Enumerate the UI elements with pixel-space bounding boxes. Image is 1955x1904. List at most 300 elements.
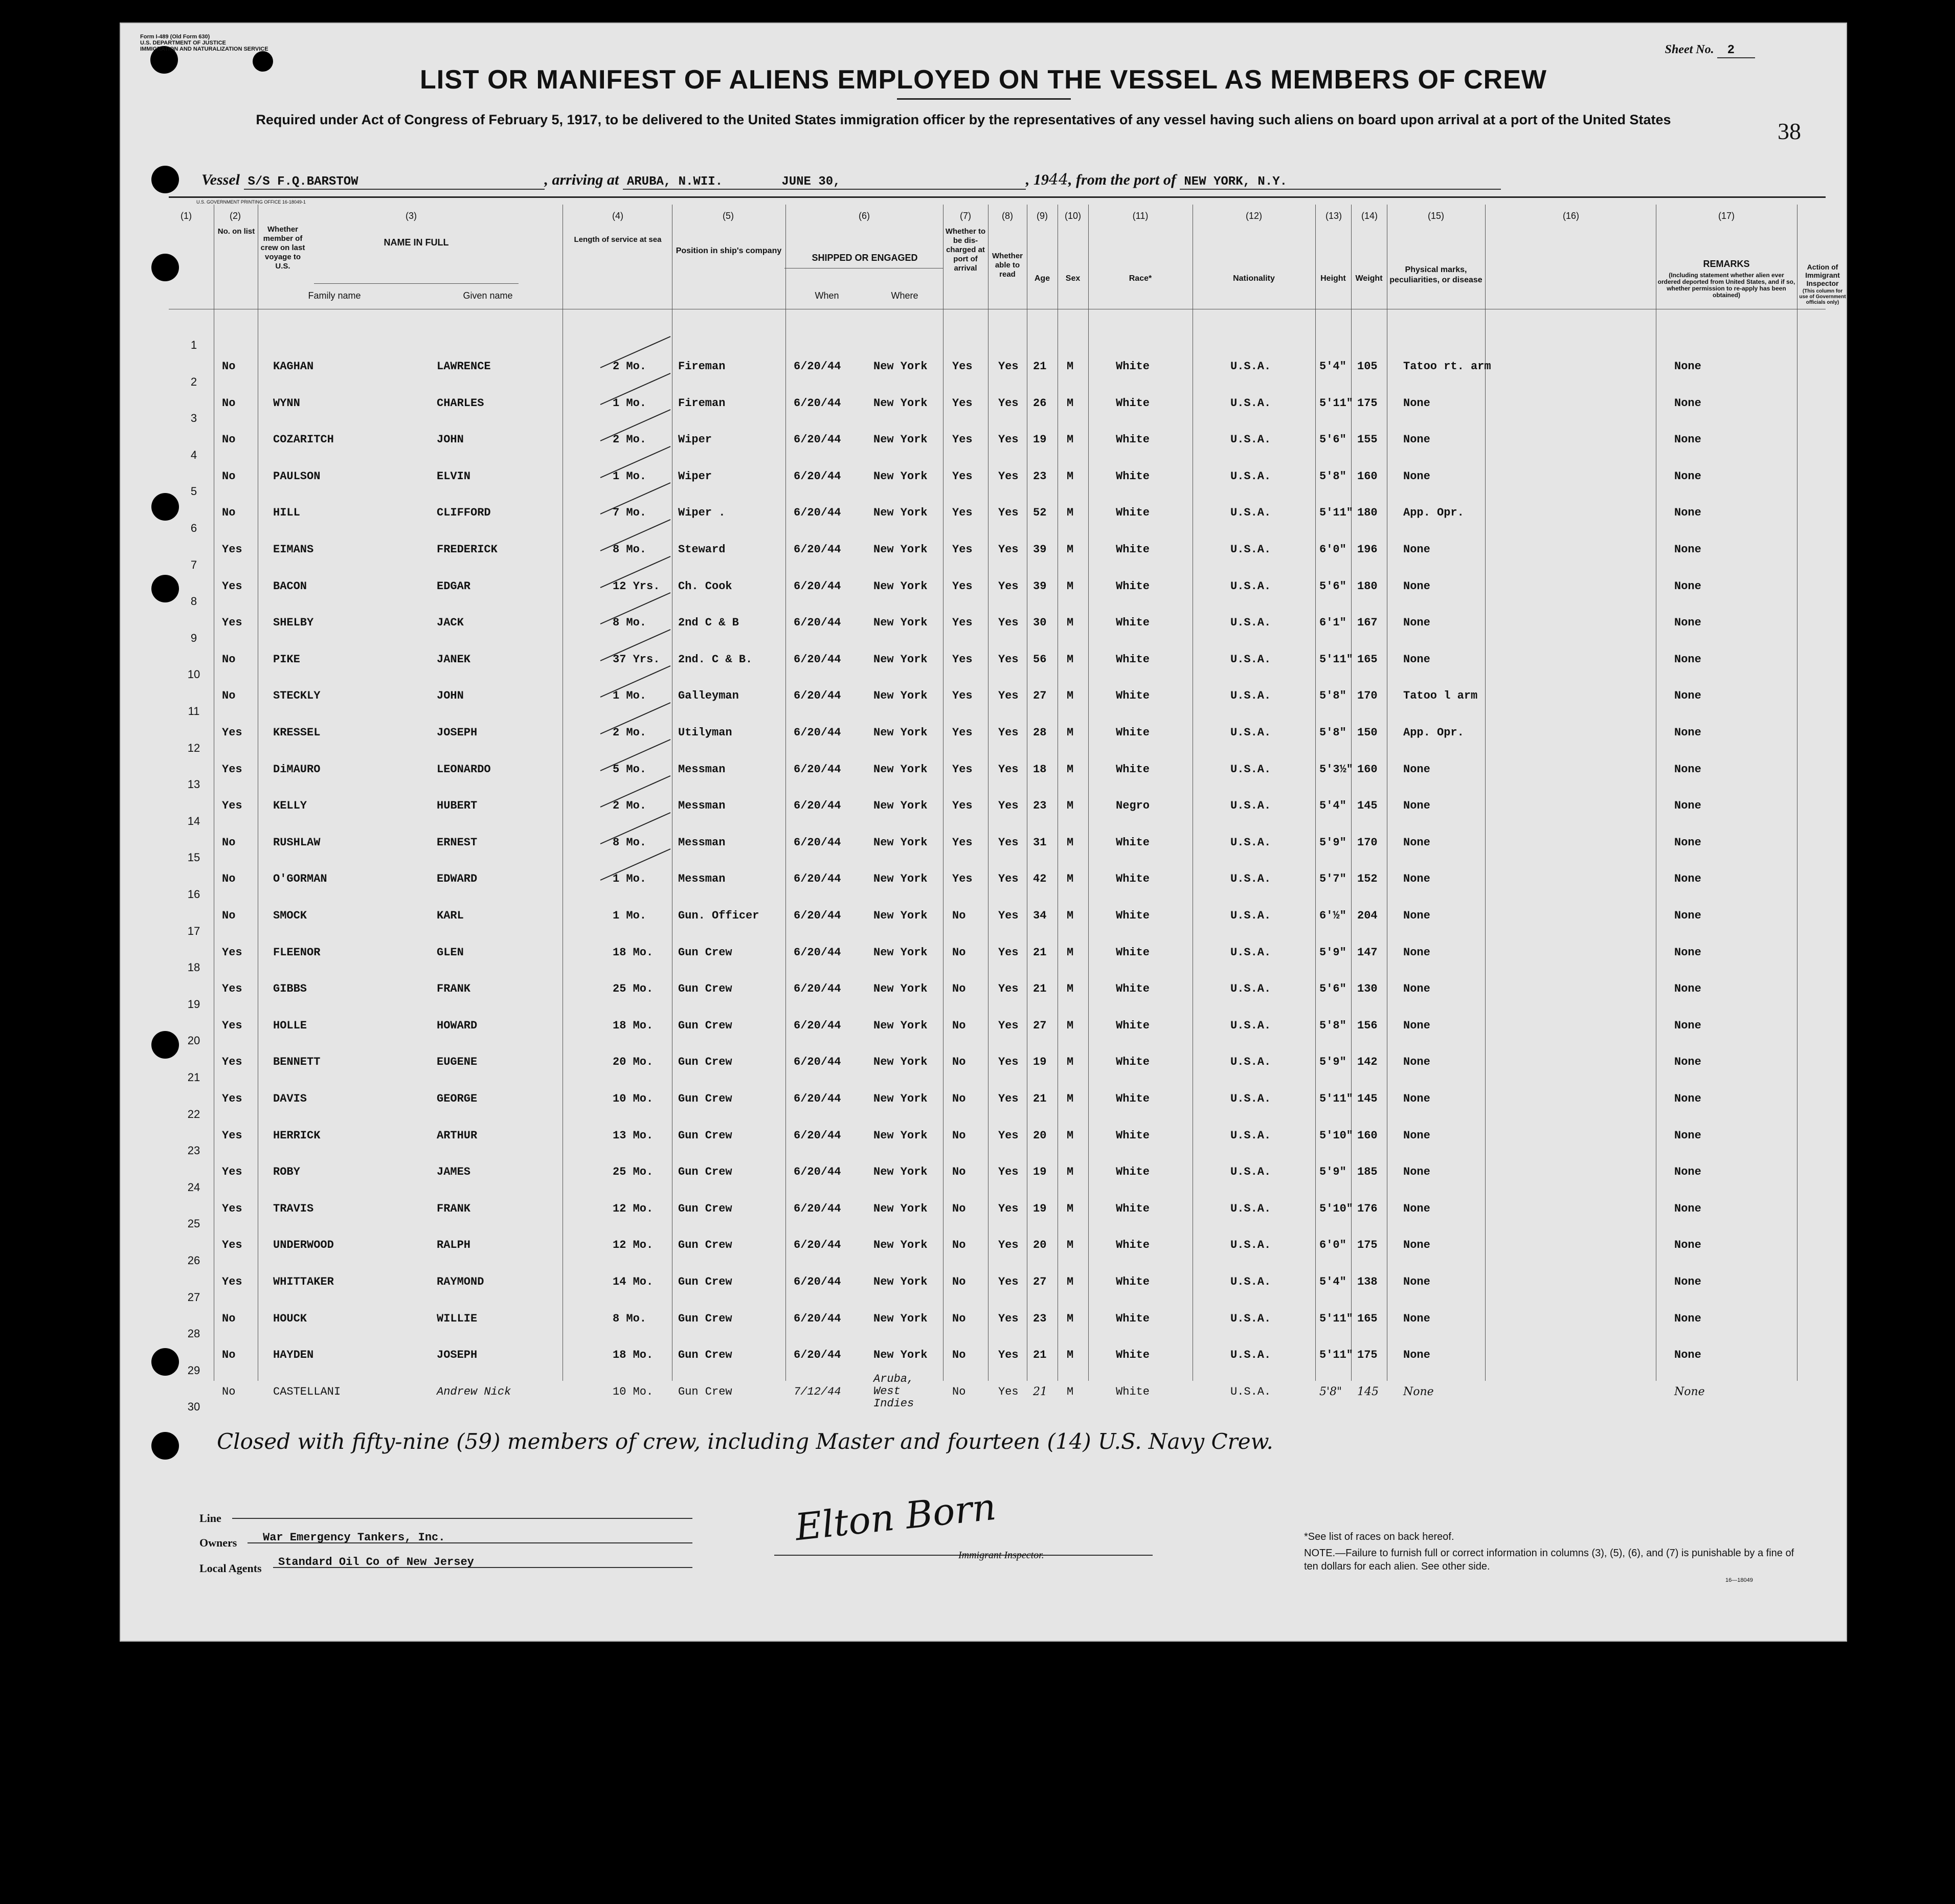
read-cell: Yes	[998, 726, 1019, 739]
row-number: 11	[188, 705, 200, 718]
shipped-when-cell: 6/20/44	[794, 1312, 841, 1325]
member-cell: Yes	[222, 982, 242, 996]
age-cell: 23	[1033, 469, 1047, 483]
discharged-cell: Yes	[952, 726, 973, 739]
weight-cell: 145	[1357, 1385, 1379, 1398]
read-cell: Yes	[998, 836, 1019, 849]
race-cell: White	[1116, 433, 1150, 446]
height-cell: 5'4"	[1319, 799, 1346, 813]
family-name-cell: FLEENOR	[273, 946, 321, 959]
remarks-cell: None	[1674, 653, 1701, 666]
physical-marks-cell: None	[1403, 396, 1430, 410]
family-name-cell: HERRICK	[273, 1129, 321, 1142]
shipped-where-cell: New York	[873, 1019, 928, 1032]
position-cell: 2nd. C & B.	[678, 653, 753, 666]
given-name-cell: JOHN	[437, 433, 464, 446]
race-cell: White	[1116, 1202, 1150, 1215]
sex-cell: M	[1067, 726, 1074, 739]
weight-cell: 152	[1357, 872, 1378, 886]
row-number: 19	[187, 997, 200, 1011]
colnum-13: (13)	[1325, 211, 1342, 221]
position-cell: Gun Crew	[678, 1166, 732, 1179]
given-name-cell: JOSEPH	[437, 726, 478, 739]
given-name-cell: GEORGE	[437, 1092, 478, 1105]
shipped-when-cell: 6/20/44	[794, 1092, 841, 1105]
nationality-cell: U.S.A.	[1230, 1239, 1271, 1252]
member-cell: Yes	[222, 1166, 242, 1179]
position-cell: Gun Crew	[678, 1056, 732, 1069]
race-cell: White	[1116, 1385, 1150, 1398]
position-cell: Gun Crew	[678, 946, 732, 959]
age-cell: 19	[1033, 1056, 1047, 1069]
weight-cell: 165	[1357, 653, 1378, 666]
service-cell: 8 Mo.	[613, 543, 647, 556]
height-cell: 5'8"	[1319, 469, 1346, 483]
remarks-cell: None	[1674, 360, 1701, 373]
read-cell: Yes	[998, 1129, 1019, 1142]
physical-marks-cell: Tatoo rt. arm	[1403, 360, 1491, 373]
physical-marks-cell: None	[1403, 433, 1430, 446]
sex-cell: M	[1067, 982, 1074, 996]
position-cell: Gun Crew	[678, 1385, 732, 1398]
shipped-where-cell: New York	[873, 1166, 928, 1179]
given-name-cell: JOHN	[437, 689, 464, 703]
header-age: Age	[1034, 274, 1050, 283]
race-cell: White	[1116, 726, 1150, 739]
remarks-cell: None	[1674, 506, 1701, 520]
header-when: When	[815, 290, 839, 301]
race-cell: White	[1116, 1056, 1150, 1069]
position-cell: Messman	[678, 836, 726, 849]
shipped-where-cell: New York	[873, 946, 928, 959]
sex-cell: M	[1067, 1239, 1074, 1252]
manifest-sheet	[120, 23, 1847, 1642]
colnum-8: (8)	[1002, 211, 1013, 221]
discharged-cell: Yes	[952, 689, 973, 703]
race-cell: White	[1116, 982, 1150, 996]
race-cell: White	[1116, 506, 1150, 520]
physical-marks-cell: None	[1403, 763, 1430, 776]
height-cell: 5'8"	[1319, 1385, 1342, 1398]
family-name-cell: BACON	[273, 579, 307, 593]
header-no-on-list: No. on list	[217, 227, 255, 236]
position-cell: Messman	[678, 763, 726, 776]
header-action: Action of Immigrant Inspector	[1805, 263, 1840, 287]
discharged-cell: Yes	[952, 396, 973, 410]
service-cell: 1 Mo.	[613, 396, 647, 410]
nationality-cell: U.S.A.	[1230, 1092, 1271, 1105]
discharged-cell: Yes	[952, 616, 973, 630]
given-name-cell: KARL	[437, 909, 464, 922]
row-number: 12	[187, 741, 200, 754]
penalty-note: NOTE.—Failure to furnish full or correct information in columns (3), (5), (6), and (7) is punishable by a fine of ten dollars for each alien. See other side.	[1304, 1548, 1794, 1572]
race-cell: White	[1116, 360, 1150, 373]
header-physical: Physical marks, peculiarities, or disease	[1389, 265, 1482, 284]
read-cell: Yes	[998, 469, 1019, 483]
column-divider	[1485, 205, 1486, 1381]
weight-cell: 145	[1357, 1092, 1378, 1105]
remarks-cell: None	[1674, 1056, 1701, 1069]
height-cell: 6'0"	[1319, 1239, 1346, 1252]
read-cell: Yes	[998, 653, 1019, 666]
shipped-where-cell: Aruba, West Indies	[873, 1372, 914, 1410]
discharged-cell: Yes	[952, 872, 973, 886]
race-cell: White	[1116, 1129, 1150, 1142]
given-name-cell: Andrew Nick	[437, 1385, 511, 1398]
weight-cell: 176	[1357, 1202, 1378, 1215]
physical-marks-cell: None	[1403, 1385, 1434, 1398]
member-cell: No	[222, 909, 236, 922]
physical-marks-cell: None	[1403, 872, 1430, 886]
shipped-when-cell: 6/20/44	[794, 1275, 841, 1288]
height-cell: 5'4"	[1319, 1275, 1346, 1288]
age-cell: 34	[1033, 909, 1047, 922]
position-cell: Gun Crew	[678, 1092, 732, 1105]
height-cell: 5'6"	[1319, 433, 1346, 446]
form-code: 16—18049	[1725, 1577, 1753, 1583]
weight-cell: 196	[1357, 543, 1378, 556]
age-cell: 28	[1033, 726, 1047, 739]
nationality-cell: U.S.A.	[1230, 506, 1271, 520]
weight-cell: 142	[1357, 1056, 1378, 1069]
position-cell: Wiper	[678, 433, 712, 446]
family-name-cell: WHITTAKER	[273, 1275, 334, 1288]
weight-cell: 145	[1357, 799, 1378, 813]
race-cell: White	[1116, 1275, 1150, 1288]
family-name-cell: DiMAURO	[273, 763, 321, 776]
shipped-when-cell: 6/20/44	[794, 689, 841, 703]
closing-note: Closed with fifty-nine (59) members of crew, including Master and fourteen (14) U.S. Navy Crew.	[217, 1429, 1273, 1454]
read-cell: Yes	[998, 1166, 1019, 1179]
discharged-cell: No	[952, 1349, 966, 1362]
given-name-cell: FREDERICK	[437, 543, 498, 556]
weight-cell: 167	[1357, 616, 1378, 630]
read-cell: Yes	[998, 360, 1019, 373]
row-number: 27	[187, 1290, 200, 1304]
weight-cell: 156	[1357, 1019, 1378, 1032]
race-cell: White	[1116, 946, 1150, 959]
row-number: 8	[190, 595, 197, 608]
age-cell: 21	[1033, 982, 1047, 996]
line-underline	[232, 1518, 692, 1519]
colnum-15: (15)	[1427, 211, 1444, 221]
discharged-cell: Yes	[952, 469, 973, 483]
nationality-cell: U.S.A.	[1230, 872, 1271, 886]
service-cell: 1 Mo.	[613, 909, 647, 922]
discharged-cell: No	[952, 1092, 966, 1105]
race-cell: White	[1116, 1312, 1150, 1325]
age-cell: 18	[1033, 763, 1047, 776]
remarks-cell: None	[1674, 1166, 1701, 1179]
discharged-cell: Yes	[952, 579, 973, 593]
member-cell: No	[222, 1349, 236, 1362]
row-number: 25	[187, 1217, 200, 1230]
physical-marks-cell: None	[1403, 1239, 1430, 1252]
service-cell: 12 Mo.	[613, 1202, 654, 1215]
member-cell: Yes	[222, 1056, 242, 1069]
read-cell: Yes	[998, 1019, 1019, 1032]
sex-cell: M	[1067, 616, 1074, 630]
sex-cell: M	[1067, 763, 1074, 776]
race-cell: White	[1116, 836, 1150, 849]
physical-marks-cell: None	[1403, 982, 1430, 996]
height-cell: 5'7"	[1319, 872, 1346, 886]
row-number: 24	[187, 1180, 200, 1194]
given-name-cell: CHARLES	[437, 396, 484, 410]
service-cell: 8 Mo.	[613, 616, 647, 630]
shipped-when-cell: 6/20/44	[794, 653, 841, 666]
header-family-name: Family name	[308, 290, 361, 301]
shipped-where-cell: New York	[873, 909, 928, 922]
given-name-cell: ARTHUR	[437, 1129, 478, 1142]
nationality-cell: U.S.A.	[1230, 433, 1271, 446]
remarks-cell: None	[1674, 433, 1701, 446]
race-cell: Negro	[1116, 799, 1150, 813]
nationality-cell: U.S.A.	[1230, 763, 1271, 776]
weight-cell: 175	[1357, 396, 1378, 410]
position-cell: Gun Crew	[678, 1275, 732, 1288]
shipped-where-cell: New York	[873, 1092, 928, 1105]
nationality-cell: U.S.A.	[1230, 1129, 1271, 1142]
read-cell: Yes	[998, 1349, 1019, 1362]
colnum-4: (4)	[612, 211, 623, 221]
family-name-cell: BENNETT	[273, 1056, 321, 1069]
sex-cell: M	[1067, 1166, 1074, 1179]
race-cell: White	[1116, 1239, 1150, 1252]
header-where: Where	[891, 290, 918, 301]
sex-cell: M	[1067, 836, 1074, 849]
read-cell: Yes	[998, 799, 1019, 813]
weight-cell: 147	[1357, 946, 1378, 959]
shipped-when-cell: 6/20/44	[794, 946, 841, 959]
shipped-where-cell: New York	[873, 506, 928, 520]
row-number: 28	[187, 1327, 200, 1340]
discharged-cell: No	[952, 909, 966, 922]
member-cell: Yes	[222, 1092, 242, 1105]
remarks-cell: None	[1674, 1275, 1701, 1288]
age-cell: 42	[1033, 872, 1047, 886]
physical-marks-cell: None	[1403, 1349, 1430, 1362]
age-cell: 23	[1033, 799, 1047, 813]
member-cell: No	[222, 872, 236, 886]
header-length-service: Length of service at sea	[574, 235, 662, 244]
physical-marks-cell: None	[1403, 946, 1430, 959]
shipped-where-cell: New York	[873, 799, 928, 813]
shipped-where-cell: New York	[873, 360, 928, 373]
shipped-when-cell: 6/20/44	[794, 1129, 841, 1142]
remarks-cell: None	[1674, 1239, 1701, 1252]
title-underline	[897, 98, 1071, 100]
weight-cell: 105	[1357, 360, 1378, 373]
vessel-line	[201, 171, 1501, 190]
nationality-cell: U.S.A.	[1230, 689, 1271, 703]
race-cell: White	[1116, 1349, 1150, 1362]
family-name-cell: O'GORMAN	[273, 872, 327, 886]
header-member: Whether member of crew on last voyage to U.S.	[260, 225, 305, 271]
age-cell: 21	[1033, 946, 1047, 959]
arriving-port	[623, 175, 1026, 190]
from-port: NEW YORK, N.Y.	[1180, 175, 1501, 190]
race-cell: White	[1116, 1019, 1150, 1032]
row-number: 4	[190, 448, 197, 461]
row-number: 6	[190, 522, 197, 534]
age-cell: 21	[1033, 1385, 1047, 1398]
shipped-where-cell: New York	[873, 726, 928, 739]
nationality-cell: U.S.A.	[1230, 909, 1271, 922]
discharged-cell: Yes	[952, 836, 973, 849]
physical-marks-cell: None	[1403, 1275, 1430, 1288]
header-position: Position in ship's company	[676, 247, 782, 255]
age-cell: 30	[1033, 616, 1047, 630]
header-discharged: Whether to be dis-charged at port of arrival	[945, 227, 986, 273]
member-cell: No	[222, 836, 236, 849]
header-remarks-sub: (Including statement whether alien ever ordered deported from United States, and if so, whether permission to re-apply has been obtained)	[1657, 272, 1795, 299]
age-cell: 27	[1033, 1275, 1047, 1288]
height-cell: 5'11"	[1319, 1312, 1354, 1325]
shipped-when-cell: 6/20/44	[794, 360, 841, 373]
read-cell: Yes	[998, 1202, 1019, 1215]
family-name-cell: KELLY	[273, 799, 307, 813]
discharged-cell: Yes	[952, 653, 973, 666]
discharged-cell: No	[952, 1239, 966, 1252]
page-subtitle: Required under Act of Congress of February 5, 1917, to be delivered to the United States immigration officer by the representatives of any vessel having such aliens on board upon arrival at a port of the United States	[256, 112, 1671, 127]
read-cell: Yes	[998, 909, 1019, 922]
age-cell: 20	[1033, 1239, 1047, 1252]
member-cell: Yes	[222, 726, 242, 739]
header-race: Race*	[1129, 274, 1152, 283]
discharged-cell: No	[952, 1275, 966, 1288]
shipped-where-cell: New York	[873, 1202, 928, 1215]
service-cell: 2 Mo.	[613, 726, 647, 739]
physical-marks-cell: None	[1403, 1129, 1430, 1142]
sex-cell: M	[1067, 1092, 1074, 1105]
punch-hole	[151, 1031, 179, 1059]
given-name-cell: HUBERT	[437, 799, 478, 813]
position-cell: Wiper	[678, 469, 712, 483]
read-cell: Yes	[998, 1239, 1019, 1252]
remarks-cell: None	[1674, 1092, 1701, 1105]
discharged-cell: Yes	[952, 506, 973, 520]
shipped-where-cell: New York	[873, 1129, 928, 1142]
weight-cell: 165	[1357, 1312, 1378, 1325]
arriving-label: , arriving at	[544, 171, 619, 188]
colnum-5: (5)	[723, 211, 734, 221]
race-cell: White	[1116, 543, 1150, 556]
position-cell: Ch. Cook	[678, 579, 732, 593]
shipped-where-cell: New York	[873, 1312, 928, 1325]
shipped-when-cell: 6/20/44	[794, 799, 841, 813]
physical-marks-cell: None	[1403, 1019, 1430, 1032]
colnum-2: (2)	[230, 211, 241, 221]
member-cell: Yes	[222, 946, 242, 959]
service-cell: 25 Mo.	[613, 982, 654, 996]
inspector-label: Immigrant Inspector.	[958, 1550, 1044, 1561]
family-name-cell: HOUCK	[273, 1312, 307, 1325]
discharged-cell: No	[952, 1129, 966, 1142]
family-name-cell: ROBY	[273, 1166, 300, 1179]
position-cell: Gun Crew	[678, 1202, 732, 1215]
service-cell: 2 Mo.	[613, 799, 647, 813]
remarks-cell: None	[1674, 872, 1701, 886]
position-cell: Gun Crew	[678, 1312, 732, 1325]
weight-cell: 138	[1357, 1275, 1378, 1288]
shipped-when-cell: 6/20/44	[794, 396, 841, 410]
member-cell: No	[222, 396, 236, 410]
header-height: Height	[1320, 274, 1346, 283]
given-name-cell: JAMES	[437, 1166, 471, 1179]
colnum-17: (17)	[1718, 211, 1735, 221]
weight-cell: 180	[1357, 579, 1378, 593]
nationality-cell: U.S.A.	[1230, 469, 1271, 483]
shipped-when-cell: 6/20/44	[794, 433, 841, 446]
shipped-where-cell: New York	[873, 433, 928, 446]
discharged-cell: Yes	[952, 433, 973, 446]
height-cell: 6'0"	[1319, 543, 1346, 556]
row-number: 1	[190, 339, 197, 351]
page-number: 38	[1778, 118, 1801, 144]
family-name-cell: SMOCK	[273, 909, 307, 922]
nationality-cell: U.S.A.	[1230, 726, 1271, 739]
family-name-cell: KAGHAN	[273, 360, 314, 373]
position-cell: 2nd C & B	[678, 616, 739, 630]
row-number: 22	[187, 1107, 200, 1121]
given-name-cell: EDGAR	[437, 579, 471, 593]
given-name-cell: GLEN	[437, 946, 464, 959]
age-cell: 19	[1033, 1166, 1047, 1179]
shipped-where-cell: New York	[873, 872, 928, 886]
shipped-when-cell: 6/20/44	[794, 1239, 841, 1252]
member-cell: No	[222, 433, 236, 446]
nationality-cell: U.S.A.	[1230, 1312, 1271, 1325]
punch-hole	[151, 166, 179, 193]
physical-marks-cell: None	[1403, 579, 1430, 593]
sex-cell: M	[1067, 653, 1074, 666]
row-number: 30	[187, 1400, 200, 1414]
colnum-7: (7)	[960, 211, 971, 221]
row-number: 14	[187, 814, 200, 827]
position-cell: Gun Crew	[678, 1129, 732, 1142]
read-cell: Yes	[998, 872, 1019, 886]
family-name-cell: HILL	[273, 506, 300, 520]
race-cell: White	[1116, 763, 1150, 776]
remarks-cell: None	[1674, 1019, 1701, 1032]
shipped-when-cell: 7/12/44	[794, 1385, 841, 1398]
read-cell: Yes	[998, 506, 1019, 520]
nationality-cell: U.S.A.	[1230, 1385, 1271, 1398]
remarks-cell: None	[1674, 1312, 1701, 1325]
shipped-where-cell: New York	[873, 396, 928, 410]
remarks-cell: None	[1674, 1349, 1701, 1362]
nationality-cell: U.S.A.	[1230, 579, 1271, 593]
header-given-name: Given name	[463, 290, 513, 301]
race-cell: White	[1116, 579, 1150, 593]
remarks-cell: None	[1674, 469, 1701, 483]
sex-cell: M	[1067, 579, 1074, 593]
given-name-cell: RALPH	[437, 1239, 471, 1252]
given-name-cell: LEONARDO	[437, 763, 491, 776]
service-cell: 12 Mo.	[613, 1239, 654, 1252]
physical-marks-cell: None	[1403, 1202, 1430, 1215]
physical-marks-cell: None	[1403, 909, 1430, 922]
remarks-cell: None	[1674, 1385, 1705, 1398]
sheet-label: Sheet No.	[1665, 43, 1714, 56]
shipped-when-cell: 6/20/44	[794, 763, 841, 776]
remarks-cell: None	[1674, 543, 1701, 556]
shipped-when-cell: 6/20/44	[794, 1166, 841, 1179]
position-cell: Galleyman	[678, 689, 739, 703]
height-cell: 5'11"	[1319, 1349, 1354, 1362]
nationality-cell: U.S.A.	[1230, 1019, 1271, 1032]
